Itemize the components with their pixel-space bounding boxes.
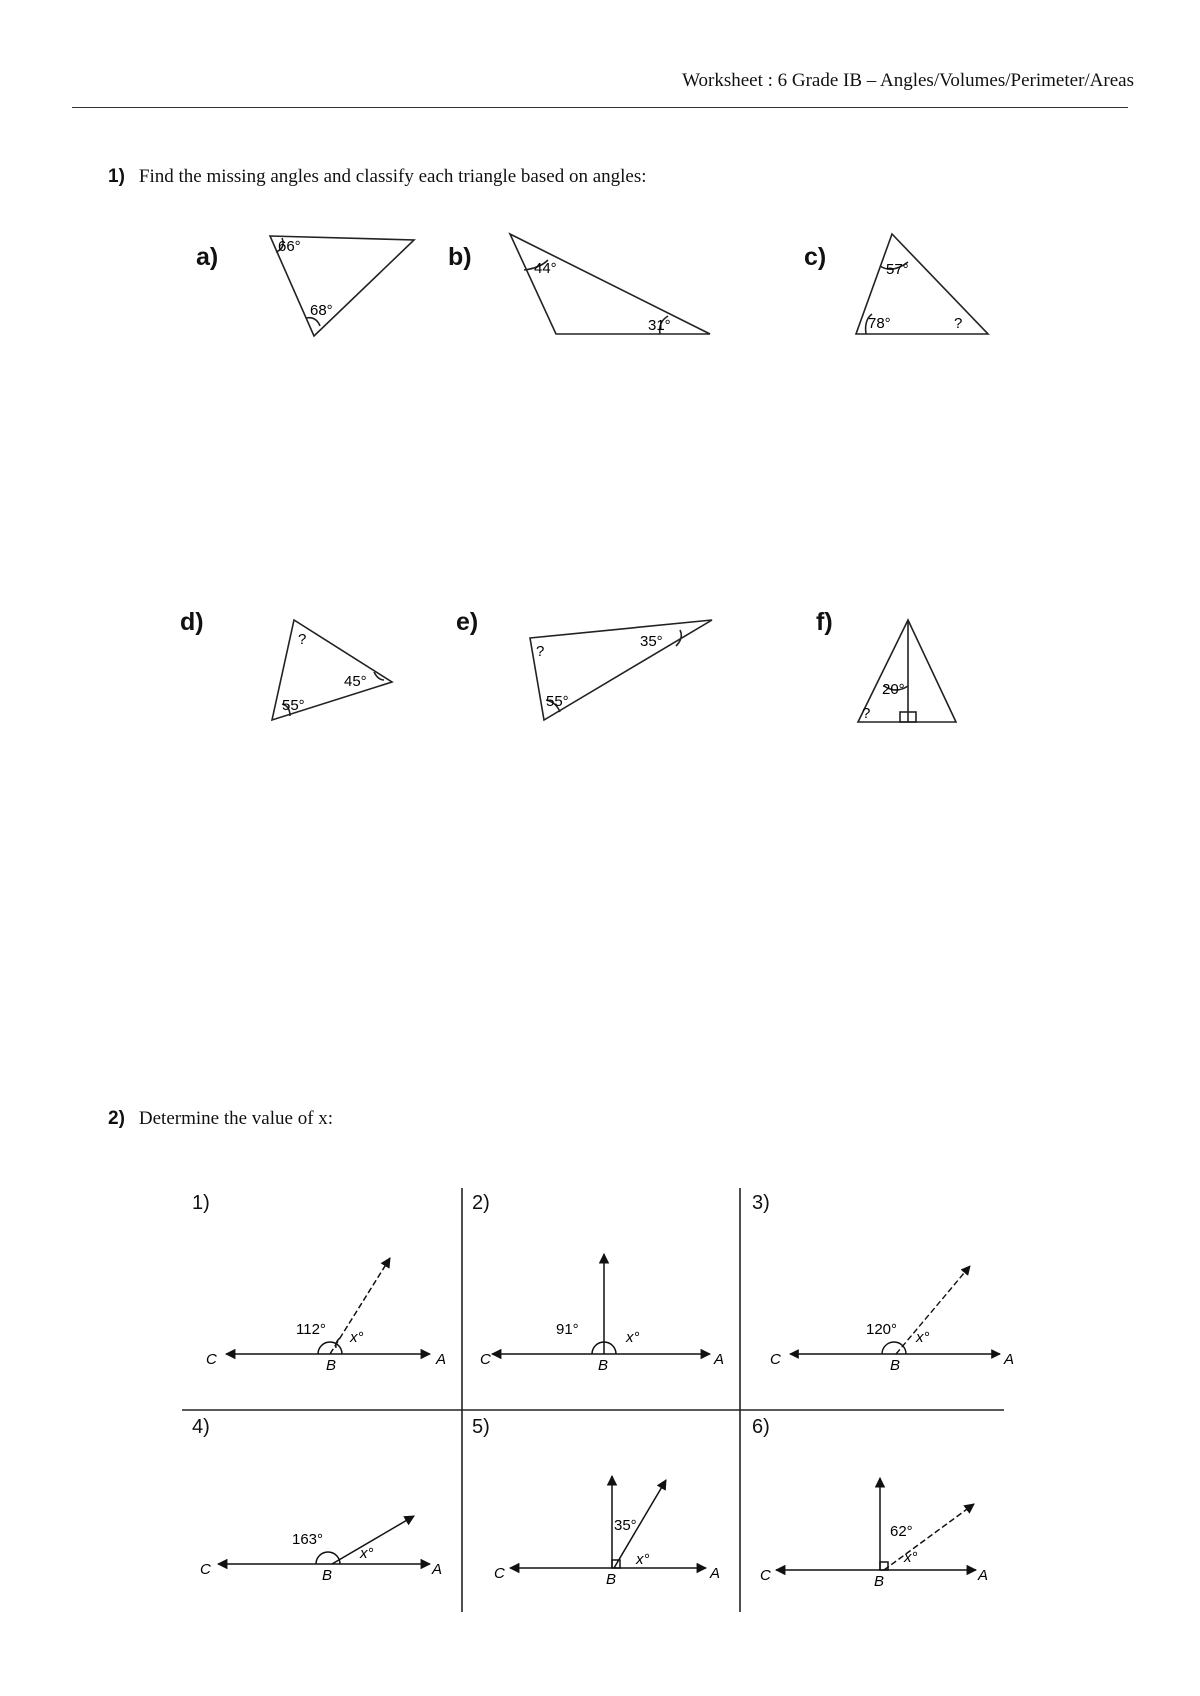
triangle-d-angle-1: ? — [298, 631, 307, 648]
problem-1-point-c: C — [206, 1351, 217, 1368]
problem-5-label: 5) — [472, 1416, 490, 1438]
triangle-b-angle-2: 31° — [648, 317, 671, 334]
problem-2-point-a: A — [714, 1351, 725, 1368]
triangle-f-label: f) — [816, 608, 833, 636]
triangle-e-angle-2: ? — [536, 643, 545, 660]
problem-1-label: 1) — [192, 1192, 210, 1214]
question-1-number: 1) — [108, 166, 125, 187]
problem-5-unknown: x° — [636, 1551, 650, 1568]
problem-4-angle: 163° — [292, 1531, 324, 1548]
problem-2-point-b: B — [598, 1357, 609, 1374]
problem-6-label: 6) — [752, 1416, 770, 1438]
problem-6-angle: 62° — [890, 1523, 913, 1540]
triangle-b-label: b) — [448, 243, 472, 271]
problem-3-label: 3) — [752, 1192, 770, 1214]
problem-2 — [492, 1254, 710, 1354]
problem-5 — [510, 1476, 706, 1568]
triangle-f-angle-1: 20° — [882, 681, 905, 698]
problem-2-label: 2) — [472, 1192, 490, 1214]
problem-5-angle: 35° — [614, 1517, 637, 1534]
problem-4 — [218, 1516, 430, 1564]
problem-1-unknown: x° — [350, 1329, 364, 1346]
triangle-c-label: c) — [804, 243, 827, 271]
question-2-number: 2) — [108, 1108, 125, 1129]
triangle-a-angle-2: 68° — [310, 302, 333, 319]
triangle-e-angle-1: 35° — [640, 633, 663, 650]
problem-4-point-c: C — [200, 1561, 211, 1578]
triangle-d-angle-3: 55° — [282, 697, 305, 714]
triangle-c-angle-2: 78° — [868, 315, 891, 332]
problem-4-label: 4) — [192, 1416, 210, 1438]
question-1-text: Find the missing angles and classify each triangle based on angles: — [138, 166, 647, 187]
problem-3 — [790, 1266, 1000, 1354]
triangle-f-angle-2: ? — [862, 705, 871, 722]
problem-5-point-c: C — [494, 1565, 505, 1582]
problem-3-angle: 120° — [866, 1321, 898, 1338]
triangle-a-angle-1: 66° — [278, 238, 301, 255]
problem-4-point-a: A — [432, 1561, 443, 1578]
question-2-text: Determine the value of x: — [138, 1108, 334, 1129]
problem-6-point-b: B — [874, 1573, 885, 1590]
problem-1-point-b: B — [326, 1357, 337, 1374]
problem-1-point-a: A — [436, 1351, 447, 1368]
problem-4-unknown: x° — [360, 1545, 374, 1562]
triangle-a-label: a) — [196, 243, 219, 271]
triangle-c-angle-3: ? — [954, 315, 963, 332]
problem-1 — [226, 1258, 430, 1354]
problem-6-unknown: x° — [904, 1549, 918, 1566]
problem-3-point-a: A — [1004, 1351, 1015, 1368]
problem-6-point-a: A — [978, 1567, 989, 1584]
problem-2-point-c: C — [480, 1351, 491, 1368]
problem-3-unknown: x° — [916, 1329, 930, 1346]
problem-5-point-a: A — [710, 1565, 721, 1582]
problem-2-angle: 91° — [556, 1321, 579, 1338]
triangle-e-angle-3: 55° — [546, 693, 569, 710]
triangle-d-angle-2: 45° — [344, 673, 367, 690]
problem-3-point-b: B — [890, 1357, 901, 1374]
triangle-b-angle-1: 44° — [534, 260, 557, 277]
problem-3-point-c: C — [770, 1351, 781, 1368]
problem-2-unknown: x° — [626, 1329, 640, 1346]
worksheet-title: Worksheet : 6 Grade IB – Angles/Volumes/Perimeter/Areas — [682, 70, 1134, 91]
triangle-d-label: d) — [180, 608, 204, 636]
problem-4-point-b: B — [322, 1567, 333, 1584]
triangle-e-label: e) — [456, 608, 479, 636]
problem-6 — [776, 1478, 976, 1570]
problem-6-point-c: C — [760, 1567, 771, 1584]
problem-5-point-b: B — [606, 1571, 617, 1588]
triangle-c-angle-1: 57° — [886, 261, 909, 278]
problem-1-angle: 112° — [296, 1321, 326, 1338]
